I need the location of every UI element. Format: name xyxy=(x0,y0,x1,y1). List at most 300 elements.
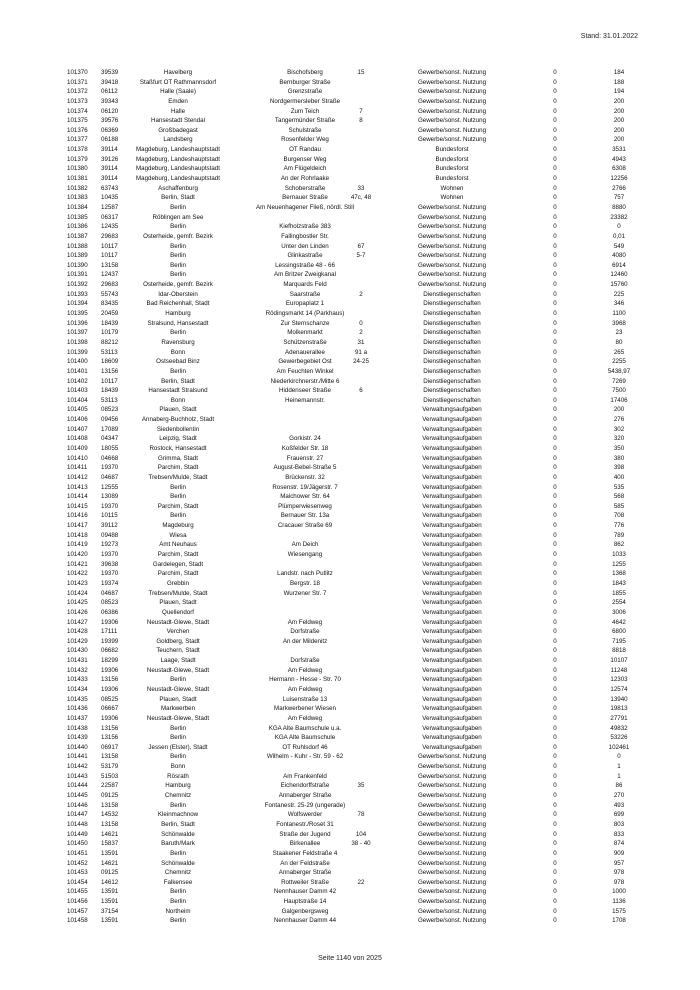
area-value: 346 xyxy=(613,300,625,308)
area-value: 102461 xyxy=(608,743,630,751)
house-number: 33 xyxy=(357,184,365,192)
row-id: 101382 xyxy=(67,184,88,192)
row-id: 101412 xyxy=(67,473,88,481)
usage-type: Dienstliegenschaften xyxy=(423,338,481,346)
city: Trebsen/Mulde, Stadt xyxy=(148,589,208,597)
row-id: 101391 xyxy=(67,271,88,279)
row-id: 101413 xyxy=(67,483,88,491)
postal-code: 14612 xyxy=(101,878,119,886)
area-value: 200 xyxy=(613,97,625,105)
city: Berlin xyxy=(170,242,186,250)
zero-column: 0 xyxy=(553,252,557,260)
street: Dorfstraße xyxy=(290,628,320,636)
area-value: 265 xyxy=(613,348,625,356)
postal-code: 10117 xyxy=(101,242,118,250)
row-id: 101415 xyxy=(67,502,88,510)
area-value: 23 xyxy=(615,329,623,337)
usage-type: Dienstliegenschaften xyxy=(423,377,481,385)
table-row xyxy=(61,396,651,406)
area-value: 320 xyxy=(613,435,625,443)
usage-type: Dienstliegenschaften xyxy=(423,358,481,366)
row-id: 101371 xyxy=(67,78,88,86)
zero-column: 0 xyxy=(553,724,557,732)
zero-column: 0 xyxy=(553,782,557,790)
postal-code: 18439 xyxy=(101,319,119,327)
table-row xyxy=(61,791,651,801)
postal-code: 04687 xyxy=(101,473,119,481)
row-id: 101389 xyxy=(67,252,88,260)
table-row xyxy=(61,704,651,714)
usage-type: Gewerbe/sonst. Nutzung xyxy=(417,136,487,144)
area-value: 270 xyxy=(613,792,625,800)
usage-type: Dienstliegenschaften xyxy=(423,329,481,337)
city: Bonn xyxy=(170,396,186,404)
table-row xyxy=(61,425,651,435)
zero-column: 0 xyxy=(553,840,557,848)
postal-code: 19306 xyxy=(101,666,119,674)
table-row xyxy=(61,328,651,338)
usage-type: Verwaltungsaufgaben xyxy=(422,589,482,597)
row-id: 101416 xyxy=(67,512,88,520)
row-id: 101456 xyxy=(67,898,88,906)
street: OT Ruhlsdorf 46 xyxy=(282,743,328,751)
street: KGA Alte Baumschule xyxy=(274,734,336,742)
area-value: 6914 xyxy=(612,261,626,269)
table-row xyxy=(61,145,651,155)
street: Nennhauser Damm 42 xyxy=(273,888,337,896)
area-value: 4080 xyxy=(612,252,626,260)
table-row xyxy=(61,454,651,464)
area-value: 23382 xyxy=(610,213,628,221)
area-value: 7269 xyxy=(612,377,626,385)
zero-column: 0 xyxy=(553,560,557,568)
street: Am Feldweg xyxy=(287,714,323,722)
house-number: 31 xyxy=(357,338,365,346)
street: Burgenser Weg xyxy=(283,155,327,163)
area-value: 1033 xyxy=(612,551,626,559)
row-id: 101398 xyxy=(67,338,88,346)
area-value: 2766 xyxy=(612,184,626,192)
city: Berlin xyxy=(170,203,186,211)
street: Am Frankenfeld xyxy=(283,772,327,780)
city: Emden xyxy=(168,97,188,105)
row-id: 101450 xyxy=(67,840,88,848)
row-id: 101457 xyxy=(67,907,88,915)
table-row xyxy=(61,357,651,367)
table-row xyxy=(61,656,651,666)
postal-code: 12587 xyxy=(101,203,119,211)
zero-column: 0 xyxy=(553,820,557,828)
table-row xyxy=(61,193,651,203)
zero-column: 0 xyxy=(553,271,557,279)
area-value: 699 xyxy=(613,811,625,819)
city: Plauen, Stadt xyxy=(159,695,197,703)
postal-code: 09125 xyxy=(101,869,119,877)
zero-column: 0 xyxy=(553,319,557,327)
house-number: 2 xyxy=(359,329,363,337)
city: Halle xyxy=(170,107,186,115)
zero-column: 0 xyxy=(553,522,557,530)
zero-column: 0 xyxy=(553,541,557,549)
zero-column: 0 xyxy=(553,898,557,906)
row-id: 101370 xyxy=(67,69,88,76)
row-id: 101400 xyxy=(67,358,88,366)
postal-code: 06682 xyxy=(101,647,119,655)
postal-code: 39112 xyxy=(101,522,118,530)
postal-code: 10115 xyxy=(101,512,118,520)
zero-column: 0 xyxy=(553,907,557,915)
usage-type: Verwaltungsaufgaben xyxy=(422,493,482,501)
row-id: 101375 xyxy=(67,117,88,125)
zero-column: 0 xyxy=(553,88,557,96)
zero-column: 0 xyxy=(553,78,557,86)
city: Berlin xyxy=(170,252,186,260)
area-value: 350 xyxy=(613,444,625,452)
table-row xyxy=(61,444,651,454)
city: Verchen xyxy=(166,628,190,636)
city: Magdeburg, Landeshauptstadt xyxy=(136,155,220,163)
city: Rostock, Hansestadt xyxy=(149,444,207,452)
row-id: 101410 xyxy=(67,454,88,462)
city: Neustadt-Glewe, Stadt xyxy=(146,666,210,674)
street: Gewerbegebiet Ost xyxy=(278,358,332,366)
postal-code: 09456 xyxy=(101,416,119,424)
city: Bonn xyxy=(170,348,186,356)
row-id: 101402 xyxy=(67,377,88,385)
table-row xyxy=(61,87,651,97)
row-id: 101428 xyxy=(67,628,88,636)
city: Berlin xyxy=(170,888,186,896)
postal-code: 04687 xyxy=(101,589,119,597)
city: Berlin xyxy=(170,483,186,491)
zero-column: 0 xyxy=(553,425,557,433)
area-value: 200 xyxy=(613,107,625,115)
table-row xyxy=(61,367,651,377)
table-row xyxy=(61,116,651,126)
row-id: 101443 xyxy=(67,772,88,780)
usage-type: Gewerbe/sonst. Nutzung xyxy=(417,820,487,828)
city: Laage, Stadt xyxy=(160,657,196,665)
area-value: 493 xyxy=(613,801,625,809)
usage-type: Dienstliegenschaften xyxy=(423,387,481,395)
zero-column: 0 xyxy=(553,213,557,221)
table-row xyxy=(61,646,651,656)
usage-type: Wohnen xyxy=(440,194,464,202)
postal-code: 83435 xyxy=(101,300,119,308)
zero-column: 0 xyxy=(553,454,557,462)
city: Quellendorf xyxy=(162,608,194,616)
postal-code: 39576 xyxy=(101,117,119,125)
usage-type: Verwaltungsaufgaben xyxy=(422,608,482,616)
postal-code: 10117 xyxy=(101,377,118,385)
table-row xyxy=(61,714,651,724)
city: Berlin xyxy=(170,676,186,684)
postal-code: 12555 xyxy=(101,483,119,491)
street: Birkenallee xyxy=(289,840,321,848)
zero-column: 0 xyxy=(553,329,557,337)
street: Hauptstraße 14 xyxy=(283,898,327,906)
row-id: 101405 xyxy=(67,406,88,414)
postal-code: 09488 xyxy=(101,531,119,539)
postal-code: 19370 xyxy=(101,502,119,510)
usage-type: Verwaltungsaufgaben xyxy=(422,512,482,520)
city: Berlin xyxy=(170,512,186,520)
street: Straße der Jugend xyxy=(279,830,331,838)
table-row xyxy=(61,579,651,589)
table-row xyxy=(61,849,651,859)
area-value: 978 xyxy=(613,869,625,877)
area-value: 1368 xyxy=(612,570,626,578)
postal-code: 14621 xyxy=(101,859,119,867)
area-value: 2255 xyxy=(612,358,626,366)
zero-column: 0 xyxy=(553,184,557,192)
table-row xyxy=(61,820,651,830)
city: Berlin, Stadt xyxy=(161,820,195,828)
usage-type: Dienstliegenschaften xyxy=(423,396,481,404)
postal-code: 06917 xyxy=(101,743,119,751)
usage-type: Verwaltungsaufgaben xyxy=(422,599,482,607)
area-value: 1100 xyxy=(612,310,626,318)
zero-column: 0 xyxy=(553,657,557,665)
city: Berlin xyxy=(170,493,186,501)
usage-type: Verwaltungsaufgaben xyxy=(422,541,482,549)
row-id: 101439 xyxy=(67,734,88,742)
area-value: 803 xyxy=(613,820,625,828)
row-id: 101387 xyxy=(67,232,88,240)
postal-code: 39126 xyxy=(101,155,119,163)
row-id: 101417 xyxy=(67,522,88,530)
postal-code: 06667 xyxy=(101,705,119,713)
city: Magdeburg, Landeshauptstadt xyxy=(136,175,220,183)
area-value: 757 xyxy=(613,194,625,202)
usage-type: Gewerbe/sonst. Nutzung xyxy=(417,252,487,260)
street: Am Feldweg xyxy=(287,618,323,626)
row-id: 101396 xyxy=(67,319,88,327)
row-id: 101386 xyxy=(67,223,88,231)
street: Lessingstraße 48 - 66 xyxy=(275,261,335,269)
table-row xyxy=(61,203,651,213)
postal-code: 13591 xyxy=(101,888,119,896)
postal-code: 53113 xyxy=(101,396,118,404)
zero-column: 0 xyxy=(553,126,557,134)
zero-column: 0 xyxy=(553,859,557,867)
postal-code: 18439 xyxy=(101,387,119,395)
house-number: 78 xyxy=(357,811,365,819)
table-row xyxy=(61,348,651,358)
table-row xyxy=(61,550,651,560)
street: Bernauer Str. 13a xyxy=(280,512,330,520)
postal-code: 06317 xyxy=(101,213,119,221)
postal-code: 37154 xyxy=(101,907,119,915)
zero-column: 0 xyxy=(553,406,557,414)
area-value: 225 xyxy=(613,290,625,298)
postal-code: 13156 xyxy=(101,734,119,742)
property-table xyxy=(61,68,651,926)
street: Dorfstraße xyxy=(290,657,320,665)
row-id: 101442 xyxy=(67,763,88,771)
area-value: 1 xyxy=(617,763,621,771)
table-row xyxy=(61,309,651,319)
table-row xyxy=(61,589,651,599)
area-value: 1136 xyxy=(612,898,626,906)
zero-column: 0 xyxy=(553,917,557,925)
street: Kiefholzstraße 383 xyxy=(279,223,331,231)
area-value: 12256 xyxy=(610,175,628,183)
street: An der Rohrlaake xyxy=(280,175,330,183)
row-id: 101448 xyxy=(67,820,88,828)
usage-type: Gewerbe/sonst. Nutzung xyxy=(417,849,487,857)
zero-column: 0 xyxy=(553,628,557,636)
city: Plauen, Stadt xyxy=(159,406,197,414)
area-value: 8818 xyxy=(612,647,626,655)
street: Niederkirchnerstr./Mitte 6 xyxy=(270,377,340,385)
table-row xyxy=(61,473,651,483)
zero-column: 0 xyxy=(553,551,557,559)
city: Siedenbollentin xyxy=(156,425,200,433)
usage-type: Gewerbe/sonst. Nutzung xyxy=(417,107,487,115)
row-id: 101433 xyxy=(67,676,88,684)
zero-column: 0 xyxy=(553,801,557,809)
area-value: 400 xyxy=(613,473,625,481)
city: Berlin xyxy=(170,898,186,906)
street: Schützenstraße xyxy=(283,338,327,346)
street: Staakener Feldstraße 4 xyxy=(272,849,338,857)
postal-code: 29683 xyxy=(101,232,119,240)
row-id: 101403 xyxy=(67,387,88,395)
table-row xyxy=(61,78,651,88)
postal-code: 13089 xyxy=(101,493,119,501)
city: Magdeburg, Landeshauptstadt xyxy=(136,146,220,154)
row-id: 101418 xyxy=(67,531,88,539)
zero-column: 0 xyxy=(553,493,557,501)
area-value: 200 xyxy=(613,117,625,125)
postal-code: 13156 xyxy=(101,676,119,684)
city: Schönwalde xyxy=(161,859,195,867)
street: Hiddenseer Straße xyxy=(279,387,331,395)
postal-code: 13156 xyxy=(101,367,119,375)
row-id: 101414 xyxy=(67,493,88,501)
usage-type: Gewerbe/sonst. Nutzung xyxy=(417,271,487,279)
street: Am Deich xyxy=(291,541,319,549)
area-value: 53226 xyxy=(610,734,628,742)
usage-type: Gewerbe/sonst. Nutzung xyxy=(417,97,487,105)
street: Wolfswerder xyxy=(287,811,323,819)
postal-code: 14621 xyxy=(101,830,119,838)
zero-column: 0 xyxy=(553,175,557,183)
area-value: 1855 xyxy=(612,589,626,597)
usage-type: Verwaltungsaufgaben xyxy=(422,618,482,626)
usage-type: Verwaltungsaufgaben xyxy=(422,714,482,722)
table-row xyxy=(61,415,651,425)
city: Berlin xyxy=(170,261,186,269)
postal-code: 19306 xyxy=(101,618,119,626)
area-value: 80 xyxy=(615,338,623,346)
row-id: 101424 xyxy=(67,589,88,597)
area-value: 4943 xyxy=(612,155,626,163)
house-number: 8 xyxy=(359,117,363,125)
street: An der Mildenitz xyxy=(282,637,328,645)
area-value: 7500 xyxy=(612,387,626,395)
table-row xyxy=(61,810,651,820)
row-id: 101455 xyxy=(67,888,88,896)
table-row xyxy=(61,251,651,261)
table-row xyxy=(61,839,651,849)
street: Nennhauser Damm 44 xyxy=(273,917,337,925)
table-row xyxy=(61,685,651,695)
postal-code: 51503 xyxy=(101,772,119,780)
street: Europaplatz 1 xyxy=(285,300,325,308)
street: Malchower Str. 64 xyxy=(280,493,330,501)
area-value: 12460 xyxy=(610,271,628,279)
table-row xyxy=(61,878,651,888)
usage-type: Gewerbe/sonst. Nutzung xyxy=(417,203,487,211)
house-number: 47c, 48 xyxy=(350,194,372,202)
row-id: 101425 xyxy=(67,599,88,607)
usage-type: Verwaltungsaufgaben xyxy=(422,628,482,636)
house-number: 104 xyxy=(355,830,367,838)
street: Plümperwiesenweg xyxy=(278,502,332,510)
postal-code: 18609 xyxy=(101,358,119,366)
area-value: 789 xyxy=(613,531,625,539)
area-value: 12303 xyxy=(610,676,628,684)
area-value: 15760 xyxy=(610,281,628,289)
postal-code: 22587 xyxy=(101,782,119,790)
usage-type: Gewerbe/sonst. Nutzung xyxy=(417,830,487,838)
city: Röblingen am See xyxy=(152,213,204,221)
postal-code: 53113 xyxy=(101,348,118,356)
table-row xyxy=(61,637,651,647)
area-value: 6800 xyxy=(612,628,626,636)
row-id: 101458 xyxy=(67,917,88,925)
city: Falkensee xyxy=(163,878,193,886)
usage-type: Verwaltungsaufgaben xyxy=(422,657,482,665)
table-row xyxy=(61,213,651,223)
area-value: 1255 xyxy=(612,560,626,568)
usage-type: Gewerbe/sonst. Nutzung xyxy=(417,782,487,790)
zero-column: 0 xyxy=(553,705,557,713)
postal-code: 17089 xyxy=(101,425,119,433)
city: Annaberg-Buchholz, Stadt xyxy=(141,416,215,424)
city: Berlin, Stadt xyxy=(161,194,195,202)
city: Ravensburg xyxy=(161,338,195,346)
row-id: 101452 xyxy=(67,859,88,867)
zero-column: 0 xyxy=(553,647,557,655)
table-row xyxy=(61,242,651,252)
street: Unter den Linden xyxy=(281,242,329,250)
area-value: 380 xyxy=(613,454,625,462)
street: Adenauerallee xyxy=(285,348,325,356)
city: Leipzig, Stadt xyxy=(159,435,197,443)
city: Hansestadt Stralsund xyxy=(148,387,208,395)
city: Osterheide, gemfr. Bezirk xyxy=(143,281,213,289)
zero-column: 0 xyxy=(553,165,557,173)
city: Parchim, Stadt xyxy=(157,551,199,559)
city: Bad Reichenhall, Stadt xyxy=(146,300,210,308)
street: Eichendorffstraße xyxy=(280,782,330,790)
zero-column: 0 xyxy=(553,348,557,356)
zero-column: 0 xyxy=(553,194,557,202)
table-row xyxy=(61,492,651,502)
usage-type: Gewerbe/sonst. Nutzung xyxy=(417,917,487,925)
usage-type: Verwaltungsaufgaben xyxy=(422,531,482,539)
area-value: 5438,97 xyxy=(607,367,631,375)
usage-type: Gewerbe/sonst. Nutzung xyxy=(417,907,487,915)
table-row xyxy=(61,560,651,570)
table-row xyxy=(61,608,651,618)
postal-code: 19306 xyxy=(101,686,119,693)
area-value: 11248 xyxy=(610,666,628,674)
area-value: 1843 xyxy=(612,579,626,587)
